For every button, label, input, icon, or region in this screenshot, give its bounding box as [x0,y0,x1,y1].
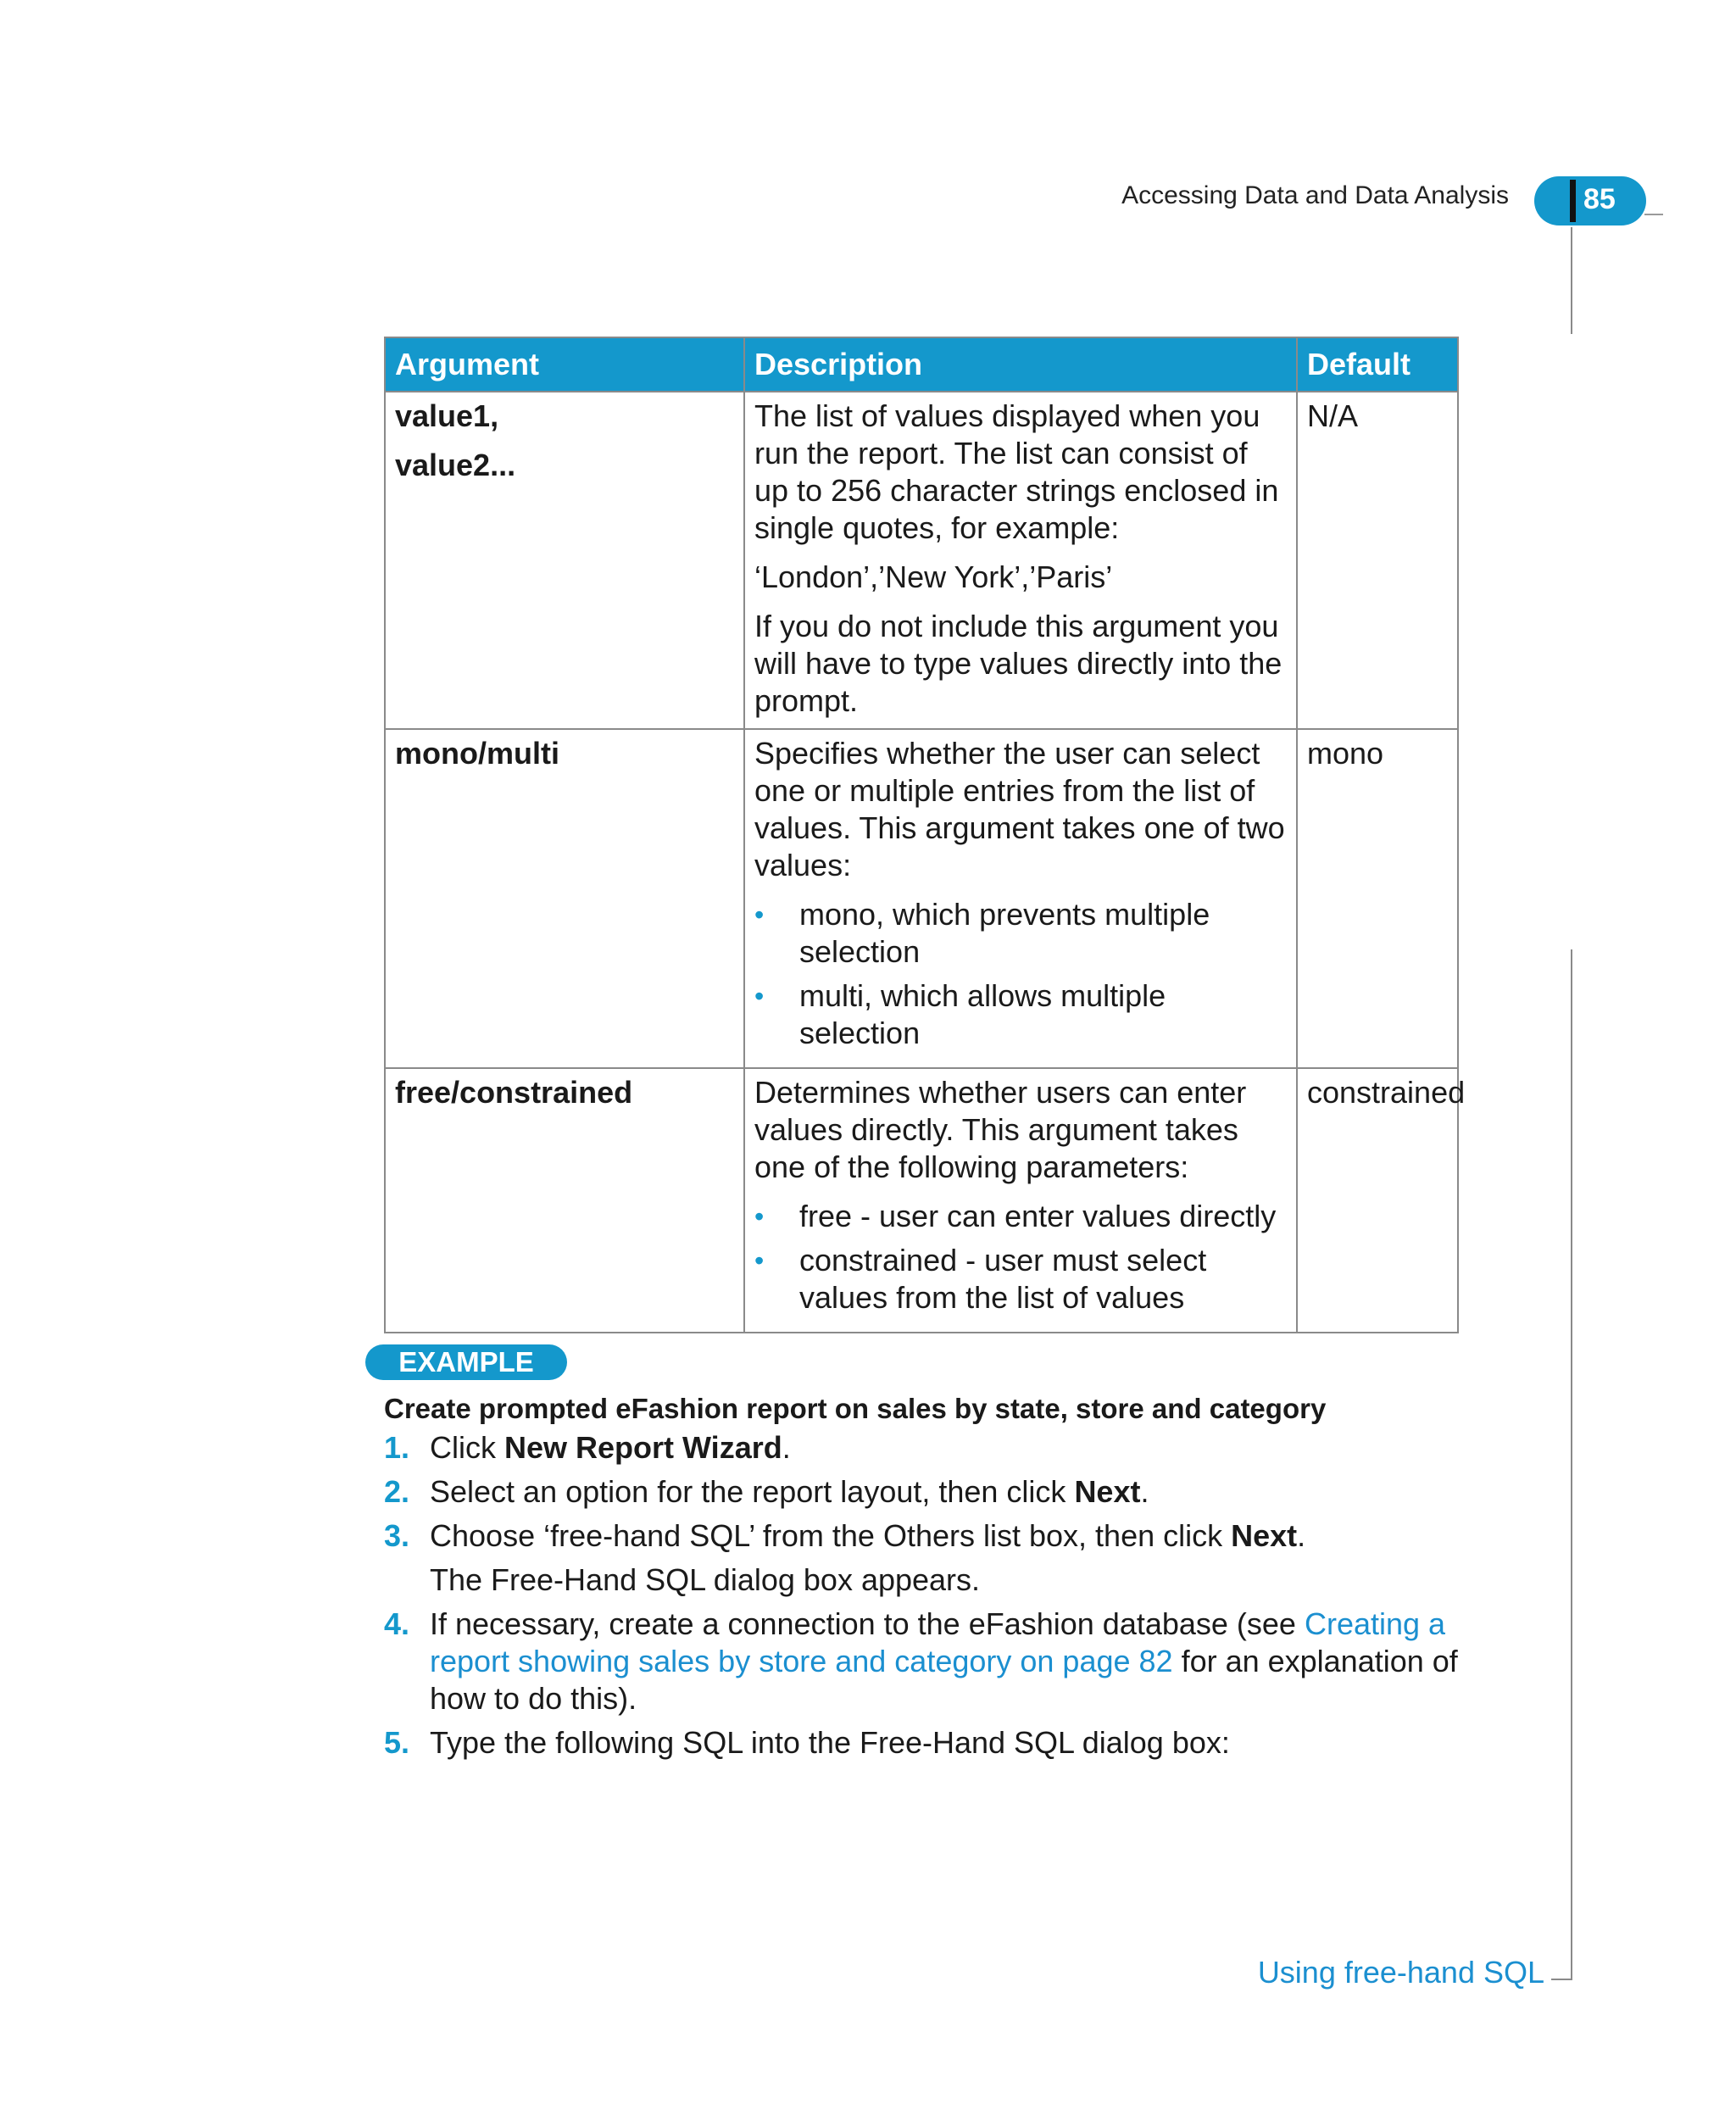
bullet-text: free - user can enter values directly [799,1199,1277,1233]
step-text: If necessary, create a connection to the eFashion database (see [430,1606,1305,1641]
bullet-item [754,977,1287,1052]
bullet-icon: • [754,1245,765,1276]
description-text: If you do not include this argument you will have to type values directly into the prompt. [754,609,1283,718]
cross-reference-link[interactable]: Creating a report showing sales by store and category on page 82 [430,1606,1446,1678]
ui-term: New Report Wizard [504,1430,782,1465]
example-heading: Create prompted eFashion report on sales by state, store and category [384,1393,1327,1424]
step-text: . [782,1430,791,1465]
step-note: The Free-Hand SQL dialog box appears. [430,1562,981,1597]
default-cell: constrained [1297,1068,1458,1333]
bullet-text: constrained - user must select values from the list of values [799,1243,1207,1315]
description-cell [744,1068,1297,1333]
step-number: 4. [384,1606,410,1641]
margin-rule-top [1571,227,1572,334]
step-text: Type the following SQL into the Free-Hand SQL dialog box: [430,1725,1230,1760]
argument-cell: mono/multi [385,729,744,1068]
bullet-icon: • [754,1201,765,1232]
step-text: Select an option for the report layout, then click [430,1474,1075,1509]
description-bullet-list [754,896,1287,1052]
argument-name: value1, [395,398,499,433]
table-row [385,729,1458,1068]
bullet-text: multi, which allows multiple selection [799,978,1166,1050]
argument-name: value2... [395,448,516,482]
page-number: 85 [1583,183,1616,215]
step-text: Choose ‘free-hand SQL’ from the Others list box, then click [430,1518,1232,1553]
step-text: for an explanation of how to do this). [430,1644,1458,1716]
column-header-argument: Argument [385,337,744,392]
step-item [384,1473,1469,1511]
page-badge-bar [1570,180,1576,222]
step-item [384,1724,1469,1762]
bullet-item [754,896,1287,971]
step-number: 3. [384,1518,410,1553]
description-text: Determines whether users can enter values directly. This argument takes one of the following parameters: [754,1075,1247,1184]
step-item [384,1606,1469,1717]
bullet-item [754,1242,1287,1316]
description-example: ‘London’,’New York’,’Paris’ [754,559,1113,594]
margin-rule-bottom [1571,949,1572,1980]
column-header-description: Description [744,337,1297,392]
description-text: Specifies whether the user can select one or multiple entries from the list of values. This argument takes one of two values: [754,736,1285,882]
table-row [385,1068,1458,1333]
bullet-icon: • [754,981,765,1011]
description-cell [744,392,1297,729]
column-header-default: Default [1297,337,1458,392]
bullet-item [754,1198,1287,1235]
step-item [384,1517,1469,1599]
bullet-icon: • [754,899,765,930]
argument-cell [385,392,744,729]
running-header-title: Accessing Data and Data Analysis [1121,181,1509,209]
procedure-steps [384,1429,1469,1768]
table-row [385,392,1458,729]
step-text: . [1297,1518,1306,1553]
step-number: 1. [384,1430,410,1465]
arguments-table [384,337,1466,1333]
description-bullet-list [754,1198,1287,1316]
step-text: Click [430,1430,504,1465]
step-number: 5. [384,1725,410,1760]
step-item [384,1429,1469,1467]
bullet-text: mono, which prevents multiple selection [799,897,1210,969]
table-header-row [385,337,1458,392]
ui-term: Next [1231,1518,1298,1553]
footer-rule [1551,1979,1572,1980]
description-cell [744,729,1297,1068]
step-number: 2. [384,1474,410,1509]
section-footer-link[interactable]: Using free-hand SQL [1257,1955,1544,1990]
step-text: . [1140,1474,1149,1509]
default-cell: N/A [1297,392,1458,729]
header-rule [1644,214,1663,215]
argument-cell: free/constrained [385,1068,744,1333]
default-cell: mono [1297,729,1458,1068]
example-badge: EXAMPLE [365,1344,567,1380]
ui-term: Next [1074,1474,1141,1509]
description-text: The list of values displayed when you run the report. The list can consist of up to 256 character strings enclosed in single quotes, for example: [754,398,1279,545]
page-number-badge [1534,176,1646,225]
